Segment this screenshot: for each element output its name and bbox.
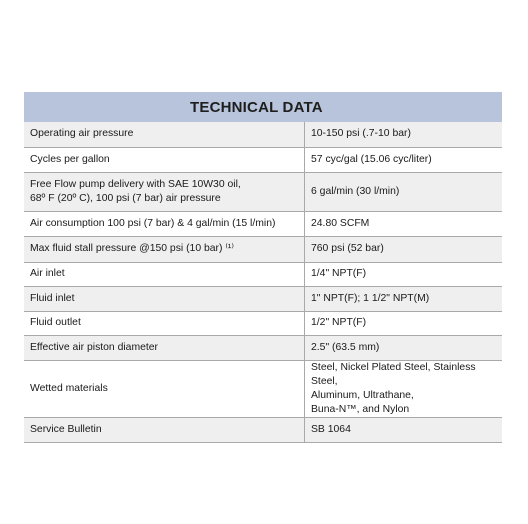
row-value: 1/2" NPT(F) [305,311,503,335]
row-value: 6 gal/min (30 l/min) [305,172,503,211]
technical-data-table [24,122,502,443]
row-label: Effective air piston diameter [24,335,305,360]
row-label: Operating air pressure [24,122,305,147]
row-value: 24.80 SCFM [305,211,503,236]
table-row [24,360,502,417]
table-row [24,311,502,335]
row-label: Fluid outlet [24,311,305,335]
row-value: Steel, Nickel Plated Steel, Stainless Steel, Aluminum, Ultrathane, Buna-N™, and Nylon [305,360,503,417]
table-row [24,147,502,172]
row-label: Air consumption 100 psi (7 bar) & 4 gal/min (15 l/min) [24,211,305,236]
row-value: SB 1064 [305,417,503,442]
table-row [24,417,502,442]
table-row [24,172,502,211]
table-row [24,236,502,262]
row-label: Service Bulletin [24,417,305,442]
row-value: 57 cyc/gal (15.06 cyc/liter) [305,147,503,172]
row-value: 760 psi (52 bar) [305,236,503,262]
row-label: Air inlet [24,262,305,286]
row-label: Cycles per gallon [24,147,305,172]
row-label: Max fluid stall pressure @150 psi (10 bar) ⁽¹⁾ [24,236,305,262]
table-row [24,122,502,147]
table-row [24,262,502,286]
table-row [24,211,502,236]
row-label: Fluid inlet [24,286,305,311]
row-label: Free Flow pump delivery with SAE 10W30 oil, 68º F (20º C), 100 psi (7 bar) air pressure [24,172,305,211]
table-row [24,335,502,360]
row-value: 1" NPT(F); 1 1/2" NPT(M) [305,286,503,311]
row-label: Wetted materials [24,360,305,417]
row-value: 10-150 psi (.7-10 bar) [305,122,503,147]
table-title-bar [24,92,502,122]
row-value: 2.5" (63.5 mm) [305,335,503,360]
table-row [24,286,502,311]
table-title: TECHNICAL DATA [190,98,323,116]
row-value: 1/4" NPT(F) [305,262,503,286]
technical-data-sheet [24,92,502,443]
